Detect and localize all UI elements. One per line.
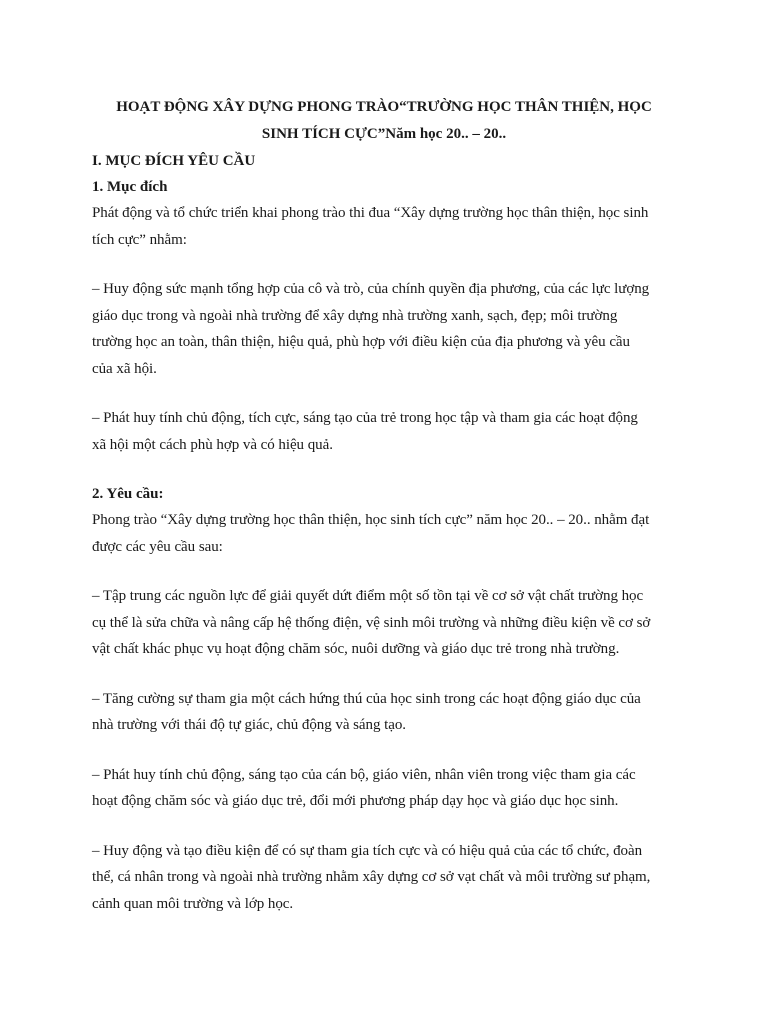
document-title-line1: HOẠT ĐỘNG XÂY DỰNG PHONG TRÀO“TRƯỜNG HỌC THÂN THIỆN, HỌC: [116, 99, 652, 115]
text-line: nhà trường với thái độ tự giác, chủ động và sáng tạo.: [92, 717, 406, 733]
paragraph-gap: [92, 815, 676, 838]
text-line: cảnh quan môi trường và lớp học.: [92, 895, 294, 912]
paragraph-gap: [92, 253, 676, 276]
paragraph-gap: [92, 663, 676, 686]
paragraph-purpose-intro: [92, 200, 676, 253]
text-line: được các yêu cầu sau:: [92, 538, 223, 555]
paragraph-bullet-2: [92, 405, 676, 458]
text-line: – Huy động và tạo điều kiện để có sự tham gia tích cực và có hiệu quả của các tổ chức, đoàn: [92, 842, 643, 859]
text-line: vật chất khác phục vụ hoạt động chăm sóc, nuôi dưỡng và giáo dục trẻ trong nhà trường.: [92, 641, 620, 657]
paragraph-bullet-5: [92, 762, 676, 815]
subsection-heading-requirements: 2. Yêu cầu:: [92, 486, 164, 502]
text-line: Phát động và tổ chức triển khai phong trào thi đua “Xây dựng trường học thân thiện, học sinh: [92, 205, 649, 221]
text-line: – Phát huy tính chủ động, tích cực, sáng tạo của trẻ trong học tập và tham gia các hoạt động: [92, 410, 638, 426]
text-line: hoạt động chăm sóc và giáo dục trẻ, đổi mới phương pháp dạy học và giáo dục học sinh.: [92, 793, 619, 809]
text-line: thể, cá nhân trong và ngoài nhà trường nhằm xây dựng cơ sở vạt chất và môi trường sư phạm,: [92, 869, 651, 885]
paragraph-gap: [92, 458, 676, 481]
text-line: – Tập trung các nguồn lực để giải quyết dứt điểm một số tồn tại về cơ sở vật chất trường học: [92, 588, 644, 604]
section-heading: I. MỤC ĐÍCH YÊU CẦU: [92, 153, 256, 169]
text-line: trường học an toàn, thân thiện, hiệu quả, phù hợp với điều kiện của địa phương và yêu cầu: [92, 334, 630, 350]
text-line: cụ thể là sửa chữa và nâng cấp hệ thống điện, vệ sinh môi trường và những điều kiện về cơ sở: [92, 614, 651, 631]
text-line: của xã hội.: [92, 360, 157, 377]
subsection-heading-purpose: 1. Mục đích: [92, 179, 168, 195]
paragraph-gap: [92, 382, 676, 405]
paragraph-requirements-intro: [92, 507, 676, 560]
text-line: tích cực” nhằm:: [92, 231, 187, 248]
paragraph-gap: [92, 560, 676, 583]
paragraph-gap: [92, 739, 676, 762]
text-line: xã hội một cách phù hợp và có hiệu quả.: [92, 436, 333, 453]
paragraph-bullet-6: [92, 838, 676, 918]
document-page: [92, 94, 676, 917]
paragraph-bullet-3: [92, 583, 676, 663]
document-title-line2: SINH TÍCH CỰC”Năm học 20.. – 20..: [261, 126, 507, 142]
text-line: – Phát huy tính chủ động, sáng tạo của cán bộ, giáo viên, nhân viên trong việc tham gia các: [92, 766, 636, 783]
text-line: Phong trào “Xây dựng trường học thân thiện, học sinh tích cực” năm học 20.. – 20.. nhằm đạt: [92, 512, 650, 528]
text-line: – Huy động sức mạnh tổng hợp của cô và trò, của chính quyền địa phương, của các lực lượng: [92, 281, 650, 297]
paragraph-bullet-1: [92, 276, 676, 382]
paragraph-bullet-4: [92, 686, 676, 739]
text-line: – Tăng cường sự tham gia một cách hứng thú của học sinh trong các hoạt động giáo dục của: [92, 690, 641, 707]
text-line: giáo dục trong và ngoài nhà trường để xây dựng nhà trường xanh, sạch, đẹp; môi trường: [92, 307, 618, 324]
